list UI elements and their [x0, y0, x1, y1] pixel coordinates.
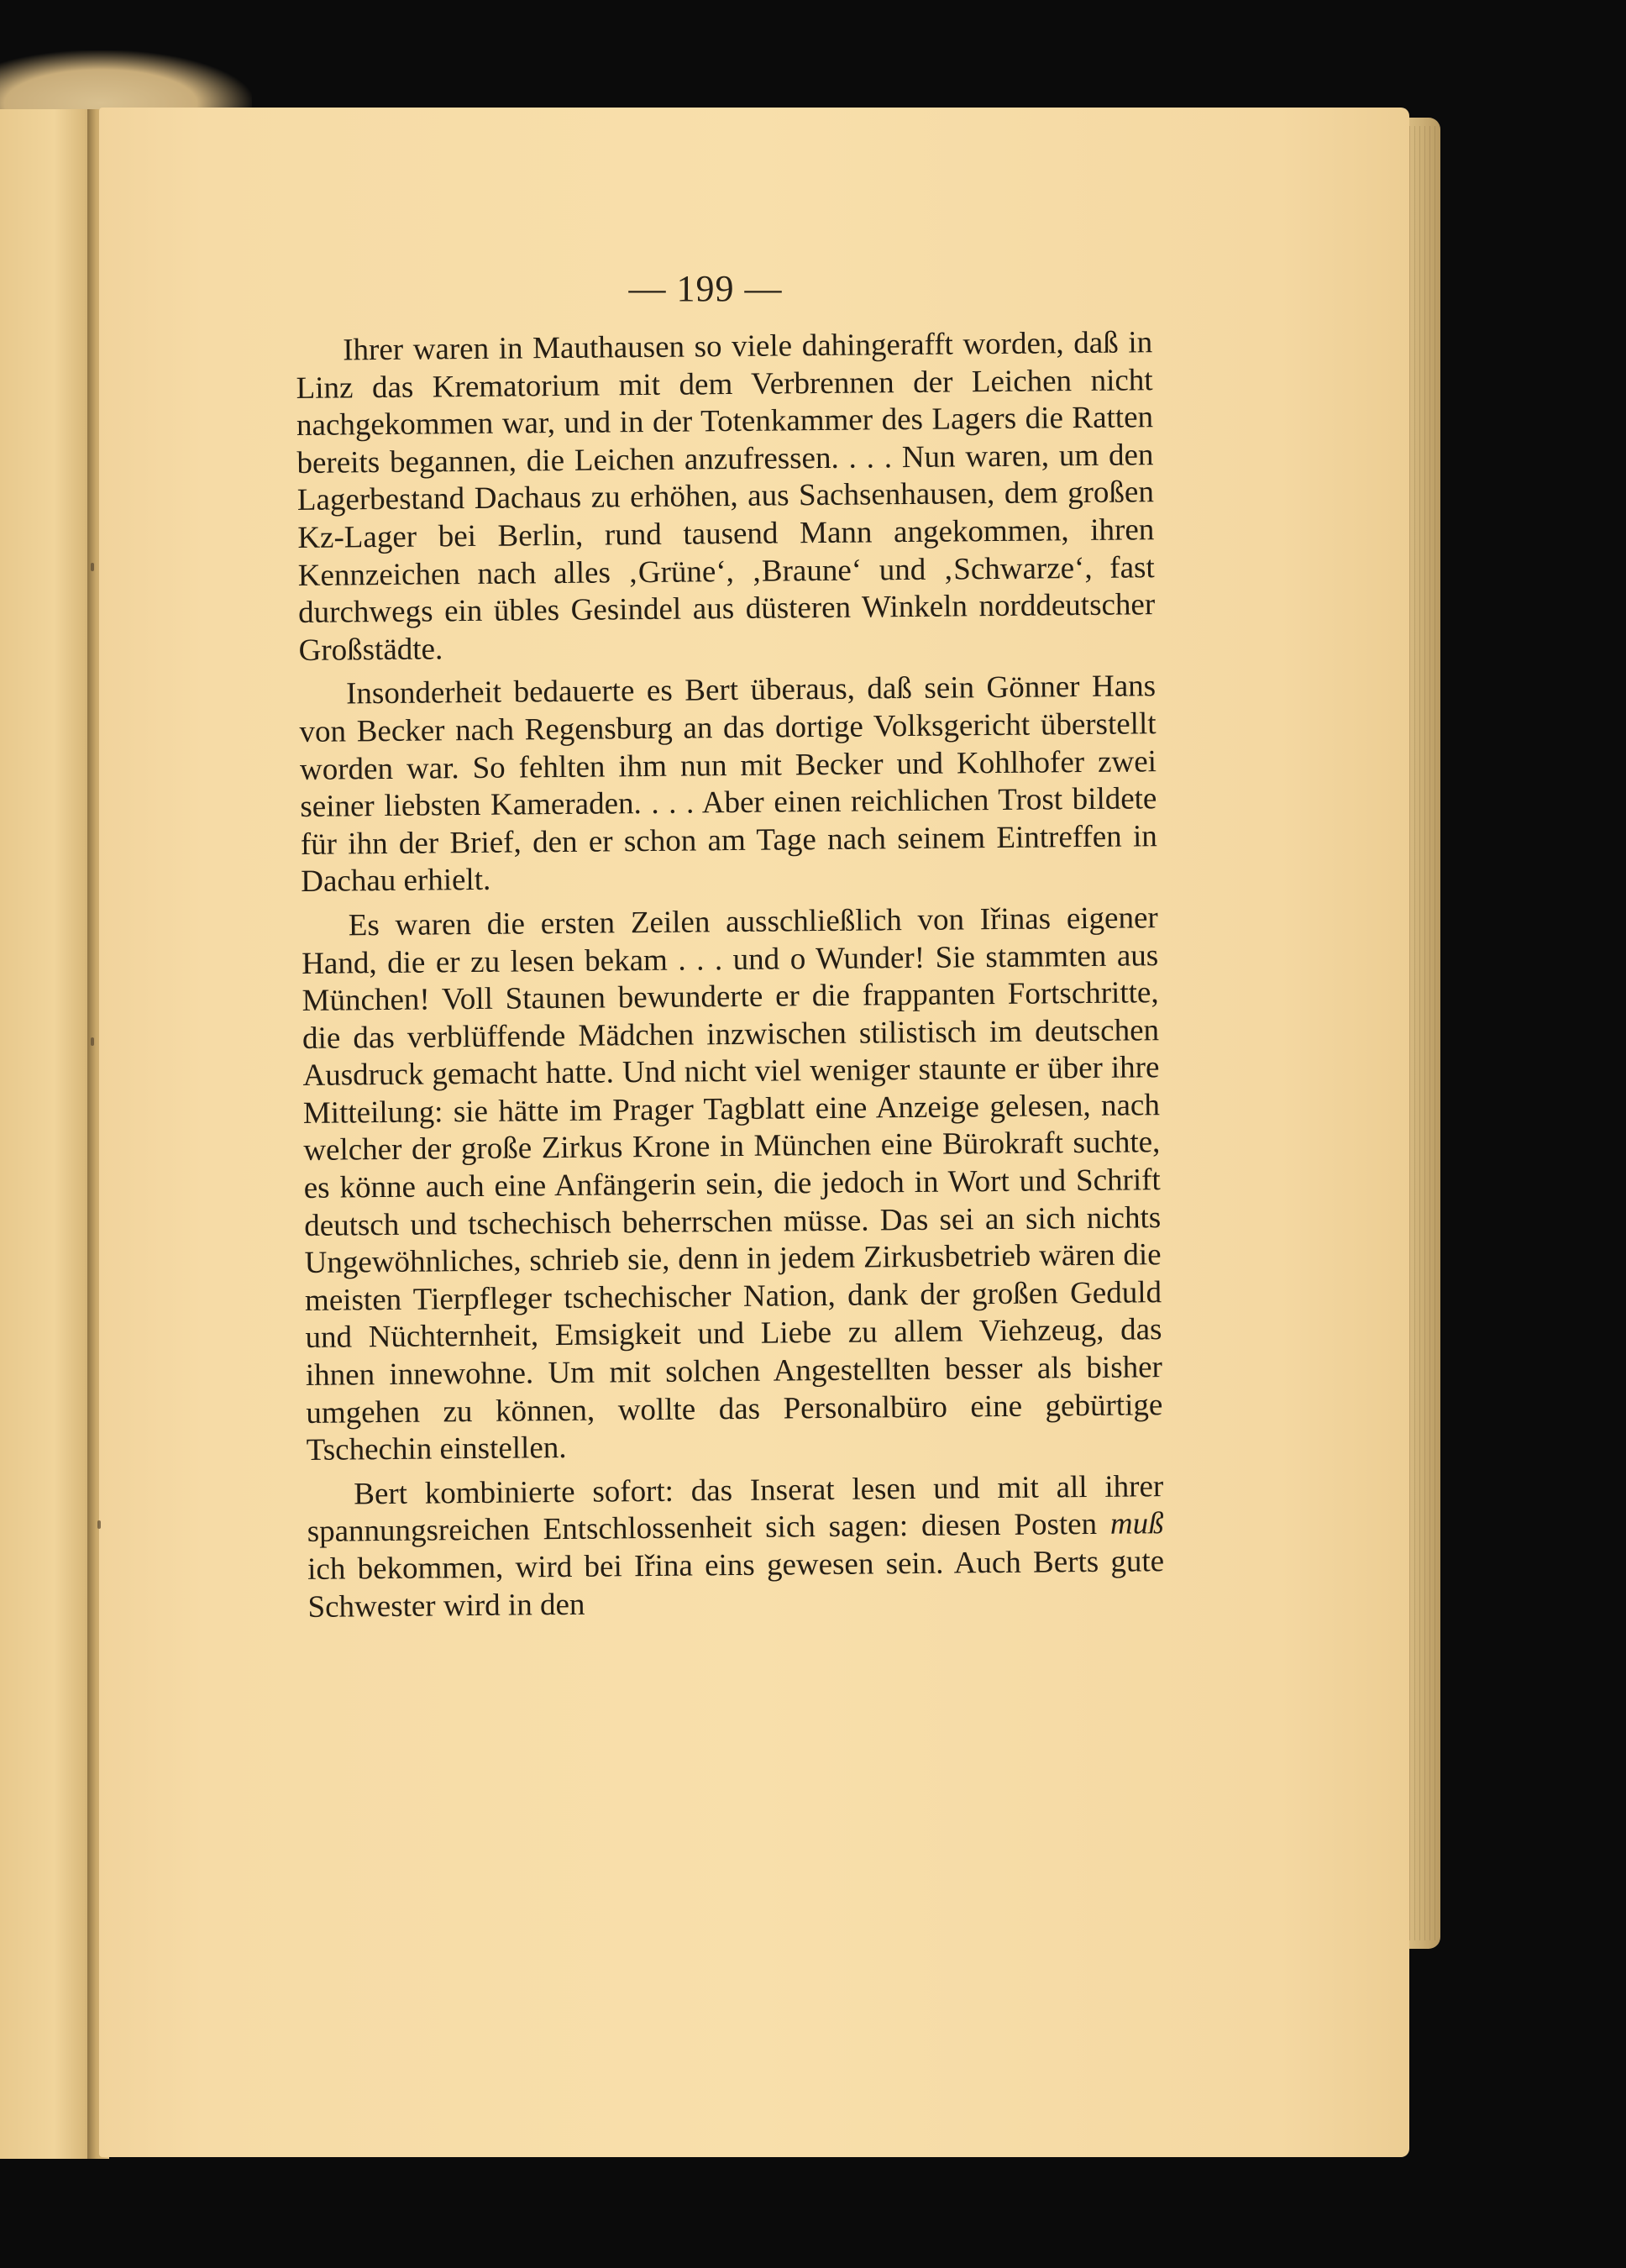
- previous-page-edge: [0, 109, 99, 2159]
- paragraph-4-text-after: ich bekommen, wird bei Iřina eins gewesen sein. Auch Berts gute Schwester wird in den: [307, 1544, 1165, 1625]
- paragraph-4-text-before: Bert kombinierte sofort: das Inserat lesen und mit all ihrer spannungsreichen Entschlossenheit sich sagen: diesen Posten: [307, 1468, 1164, 1550]
- paragraph-2: [299, 669, 1158, 901]
- body-text: [296, 324, 1165, 1626]
- margin-speck: [91, 563, 94, 571]
- paragraph-4-emphasis: muß: [1109, 1506, 1164, 1542]
- paragraph-1-text: Ihrer waren in Mauthausen so viele dahingerafft worden, daß in Linz das Krematorium mit dem Verbrennen der Leichen nicht nachgekommen war, und in der Totenkammer des Lagers die Ratten bereits begannen, die Leichen anzufressen. . . . Nun waren, um den Lagerbestand Dachaus zu erhöhen, aus Sachsenhausen, dem großen Kz-Lager bei Berlin, rund tausend Mann angekommen, ihren Kennzeichen nach alles ‚Grüne‘, ‚Braune‘ und ‚Schwarze‘, fast durchwegs ein übles Gesindel aus düsteren Winkeln norddeutscher Großstädte.: [296, 325, 1156, 668]
- page-number: — 199 —: [628, 268, 783, 309]
- paragraph-1: [296, 324, 1156, 669]
- paragraph-3-text: Es waren die ersten Zeilen ausschließlich von Iřinas eigener Hand, die er zu lesen bekam . . . und o Wunder! Sie stammten aus München! Voll Staunen bewunderte er die frappanten Fortschritte, die das verblüffende Mädchen inzwischen stilistisch im deutschen Ausdruck gemacht hatte. Und nicht viel weniger staunte er über ihre Mitteilung: sie hätte im Prager Tagblatt eine Anzeige gelesen, nach welcher der große Zirkus Krone in München eine Bürokraft suchte, es könne auch eine Anfängerin sein, die jedoch in Wort und Schrift deutsch und tschechisch beherrschen müsse. Das sei an sich nichts Ungewöhnliches, schrieb sie, denn in jedem Zirkusbetrieb wären die meisten Tierpfleger tschechischer Nation, dank der großen Geduld und Nüchternheit, Emsigkeit und Liebe zu allem Viehzeug, das ihnen innewohne. Um mit solchen Angestellten besser als bisher umgehen zu können, wollte das Personalbüro eine gebürtige Tschechin einstellen.: [302, 900, 1163, 1468]
- paragraph-4: [307, 1468, 1165, 1626]
- paragraph-3: [302, 900, 1163, 1470]
- margin-speck: [91, 1037, 94, 1046]
- paragraph-2-text: Insonderheit bedauerte es Bert überaus, daß sein Gönner Hans von Becker nach Regensburg an das dortige Volksgericht überstellt worden war. So fehlten ihm nun mit Becker und Kohlhofer zwei seiner liebsten Kameraden. . . . Aber einen reichlichen Trost bildete für ihn der Brief, den er schon am Tage nach seinem Eintreffen in Dachau erhielt.: [299, 669, 1157, 900]
- margin-speck: [97, 1520, 101, 1529]
